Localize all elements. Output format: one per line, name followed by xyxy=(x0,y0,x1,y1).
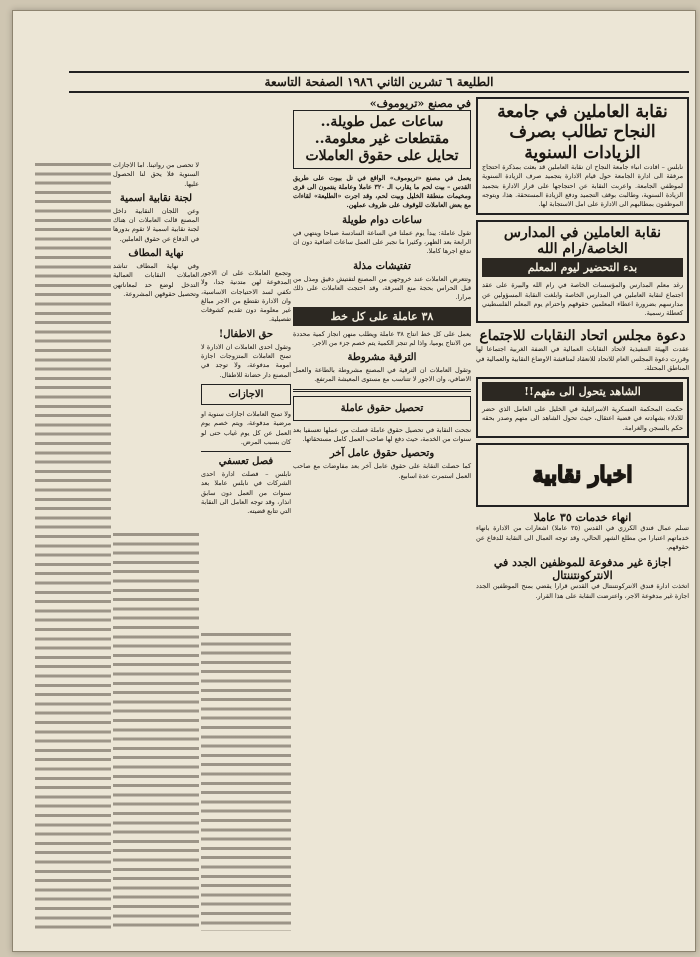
paragraph: لا تحصى من رواتبنا. اما الاجازات السنوية فلا يحق لنا الحصول عليها. xyxy=(113,161,199,188)
subheading: فصل تعسفي xyxy=(218,456,274,468)
article-private-schools xyxy=(476,220,689,324)
divider xyxy=(293,389,471,392)
paragraph: وتجمع العاملات على ان الاجور المدفوعة لهن متدنية جدا، ولا تكفي لسد الاحتياجات الاساسية، وان الادارة تقتطع من الاجر مبالغ غير معلومة دون تقديم كشوفات تفصيلية. xyxy=(201,269,291,324)
divider xyxy=(201,451,291,452)
column-right xyxy=(476,97,689,605)
subheading-band: ٣٨ عاملة على كل خط xyxy=(293,307,471,326)
subheading: الاجازات xyxy=(228,388,264,400)
column-center-text xyxy=(201,631,291,931)
column-center xyxy=(201,269,291,521)
subheading: وتحصيل حقوق عامل آخر xyxy=(329,448,435,460)
main-headline: ساعات عمل طويلة.. مقتطعات غير معلومة.. تحايل على حقوق العاملات xyxy=(305,114,459,164)
headline: نقابة العاملين في المدارس الخاصة/رام الله xyxy=(503,224,662,258)
newspaper-page xyxy=(12,10,696,952)
subheading-box xyxy=(201,384,291,405)
body-text-lines xyxy=(201,631,291,931)
paragraph: نابلس – فصلت ادارة احدى الشركات في نابلس عاملا بعد سنوات من العمل دون سابق انذار، وقد توجه العامل الى النقابة التي تتابع قضيته. xyxy=(201,470,291,516)
union-news-logo: اخبار نقابية xyxy=(476,443,689,507)
paragraph: كما حصلت النقابة على حقوق عامل آخر بعد مفاوضات مع صاحب العمل استمرت عدة اسابيع. xyxy=(293,462,471,480)
column-main xyxy=(293,97,471,485)
paragraph: يعمل على كل خط انتاج ٣٨ عاملة ويطلب منهن انجاز كمية محددة من الانتاج يوميا، واذا لم تنجز الكمية يتم خصم جزء من الاجر. xyxy=(293,329,471,347)
article-35-workers xyxy=(476,511,689,552)
body-text-lines xyxy=(35,161,111,931)
paragraph: وفي نهاية المطاف تناشد العاملات النقابات العمالية التدخل لوضع حد لمعاناتهن وتحصيل حقوقهن المشروعة. xyxy=(113,262,199,298)
column-left-1-text xyxy=(113,531,199,931)
subheadline-band: بدء التحضير ليوم المعلم xyxy=(482,258,683,277)
article-body: اتخذت ادارة فندق الانتركونتننتال في القدس قرارا يقضي بمنح الموظفين الجدد اجازة غير مدفوعة الاجر، واعترضت النقابة على هذا القرار. xyxy=(476,582,689,600)
article-intercontinental xyxy=(476,556,689,601)
subheading: تفتيشات مذلة xyxy=(353,260,411,272)
kicker: في مصنع «تريوموف» xyxy=(369,97,471,110)
article-najah-union xyxy=(476,97,689,215)
lead-paragraph: يعمل في مصنع «تريوموف» الواقع في تل بيوت على طريق القدس – بيت لحم ما يقارب الـ ٣٢٠ عاملا وعاملة ينتمون الى قرى ومخيمات منطقة الخليل وبيت لحم، وقد اجرت «الطليعة» لقاءات مع بعض العاملات للوقوف على ظروف عملهن. xyxy=(293,173,472,210)
headline: نقابة العاملين في جامعة النجاح تطالب بصرف الزيادات السنوية xyxy=(497,102,668,163)
article-witness-accused xyxy=(476,377,689,438)
column-left-1 xyxy=(113,161,199,303)
body-text-lines xyxy=(113,531,199,931)
article-body: رغد معلم المدارس والمؤسسات الخاصة في رام الله والبيرة على عقد اجتماع لنقابة العاملين في المدارس الخاصة وابلغت النقابة المسؤولين عن مدارسهم بضرورة اعطاء المعلمين حقوقهم واحترام يوم المعلم الفلسطيني كعطلة رسمية. xyxy=(482,281,683,318)
paragraph: تقول عاملة: يبدأ يوم عملنا في الساعة السادسة صباحا وينتهي في الرابعة بعد الظهر، وكثيرا ما نجبر على العمل ساعات اضافية دون ان ندفع اجرها كاملا. xyxy=(293,228,471,256)
paragraph: وعن اللجان النقابية داخل المصنع قالت العاملات ان هناك لجنة نقابية اسمية لا تقوم بدورها في الدفاع عن حقوق العاملين. xyxy=(113,206,199,243)
subheading: الترقية مشروطة xyxy=(347,352,417,364)
subheading: ساعات دوام طويلة xyxy=(342,214,422,226)
main-headline-box xyxy=(293,110,471,168)
headline-band: الشاهد يتحول الى متهم!! xyxy=(482,382,683,401)
article-body: نابلس – افادت انباء جامعة النجاح ان نقابة العاملين قد بعثت بمذكرة احتجاج مرفقة الى ادارة الجامعة حول قيام الادارة بتجميد صرف الزيادة السنوية لموظفي الجامعة. واعربت النقابة عن احتجاجها على قرار الادارة بتجميد الزيادة السنوية، وطالبت بوقف التجميد ودفع الزيادة المستحقة. هذا، ويتوجه الموظفون بمطالبهم الى الادارة على امل الاستجابة لها. xyxy=(482,163,683,209)
subheading: تحصيل حقوق عاملة xyxy=(340,402,424,414)
paragraph: نجحت النقابة في تحصيل حقوق عاملة فصلت من عملها تعسفيا بعد سنوات من الخدمة، حيث دفع لها صاحب العمل كامل مستحقاتها. xyxy=(293,425,471,444)
paragraph: وتتعرض العاملات عند خروجهن من المصنع لتفتيش دقيق ومذل من قبل الحراس بحجة منع السرقة، وقد احتجت العاملات على ذلك مرارا. xyxy=(293,274,471,302)
column-left-2-text xyxy=(35,161,111,931)
running-header: الطليعة ٦ تشرين الثاني ١٩٨٦ الصفحة التاسعة xyxy=(69,71,689,93)
article-unions-meeting xyxy=(476,328,689,373)
subheading: نهاية المطاف xyxy=(128,248,184,260)
paragraph: ولا تمنح العاملات اجازات سنوية او مرضية مدفوعة، ويتم خصم يوم العمل عن كل يوم غياب حتى لو كان بسبب المرض. xyxy=(201,409,291,446)
headline: دعوة مجلس اتحاد النقابات للاجتماع xyxy=(479,328,686,345)
article-body: تسلم عمال فندق الكرزي في القدس (٣٥ عاملا) اشعارات من الادارة بانهاء خدماتهم اعتبارا من مطلع الشهر الحالي، وقد توجه العمال الى النقابة للدفاع عن حقوقهم. xyxy=(476,524,689,551)
subheading: حق الاطفال! xyxy=(218,328,274,340)
subheading-box xyxy=(293,396,471,421)
article-body: حكمت المحكمة العسكرية الاسرائيلية في الخليل على العامل الذي حضر للادلاء بشهادته في قضية اعتقال، حيث تحول الشاهد الى متهم وصدر بحقه حكم بالسجن والغرامة. xyxy=(482,405,683,432)
headline: اجازة غير مدفوعة للموظفين الجدد في الانتركونتننتال xyxy=(493,556,672,583)
paragraph: وتقول احدى العاملات ان الادارة لا تمنح العاملات المتزوجات اجازة امومة مدفوعة، ولا توجد في المصنع دار حضانة للاطفال. xyxy=(201,342,291,379)
paragraph: وتقول العاملات ان الترقية في المصنع مشروطة بالطاعة والعمل الاضافي، وان الاجور لا تتناسب مع مستوى المعيشة المرتفع. xyxy=(293,366,471,384)
article-body: عقدت الهيئة التنفيذية لاتحاد النقابات العمالية في الضفة الغربية اجتماعا لها وقررت دعوة المجلس العام للاتحاد للانعقاد لمناقشة الاوضاع النقابية والعمالية في المناطق المحتلة. xyxy=(476,345,689,372)
subheading: لجنة نقابية اسمية xyxy=(119,192,193,204)
headline: انهاء خدمات ٣٥ عاملا xyxy=(533,511,632,525)
